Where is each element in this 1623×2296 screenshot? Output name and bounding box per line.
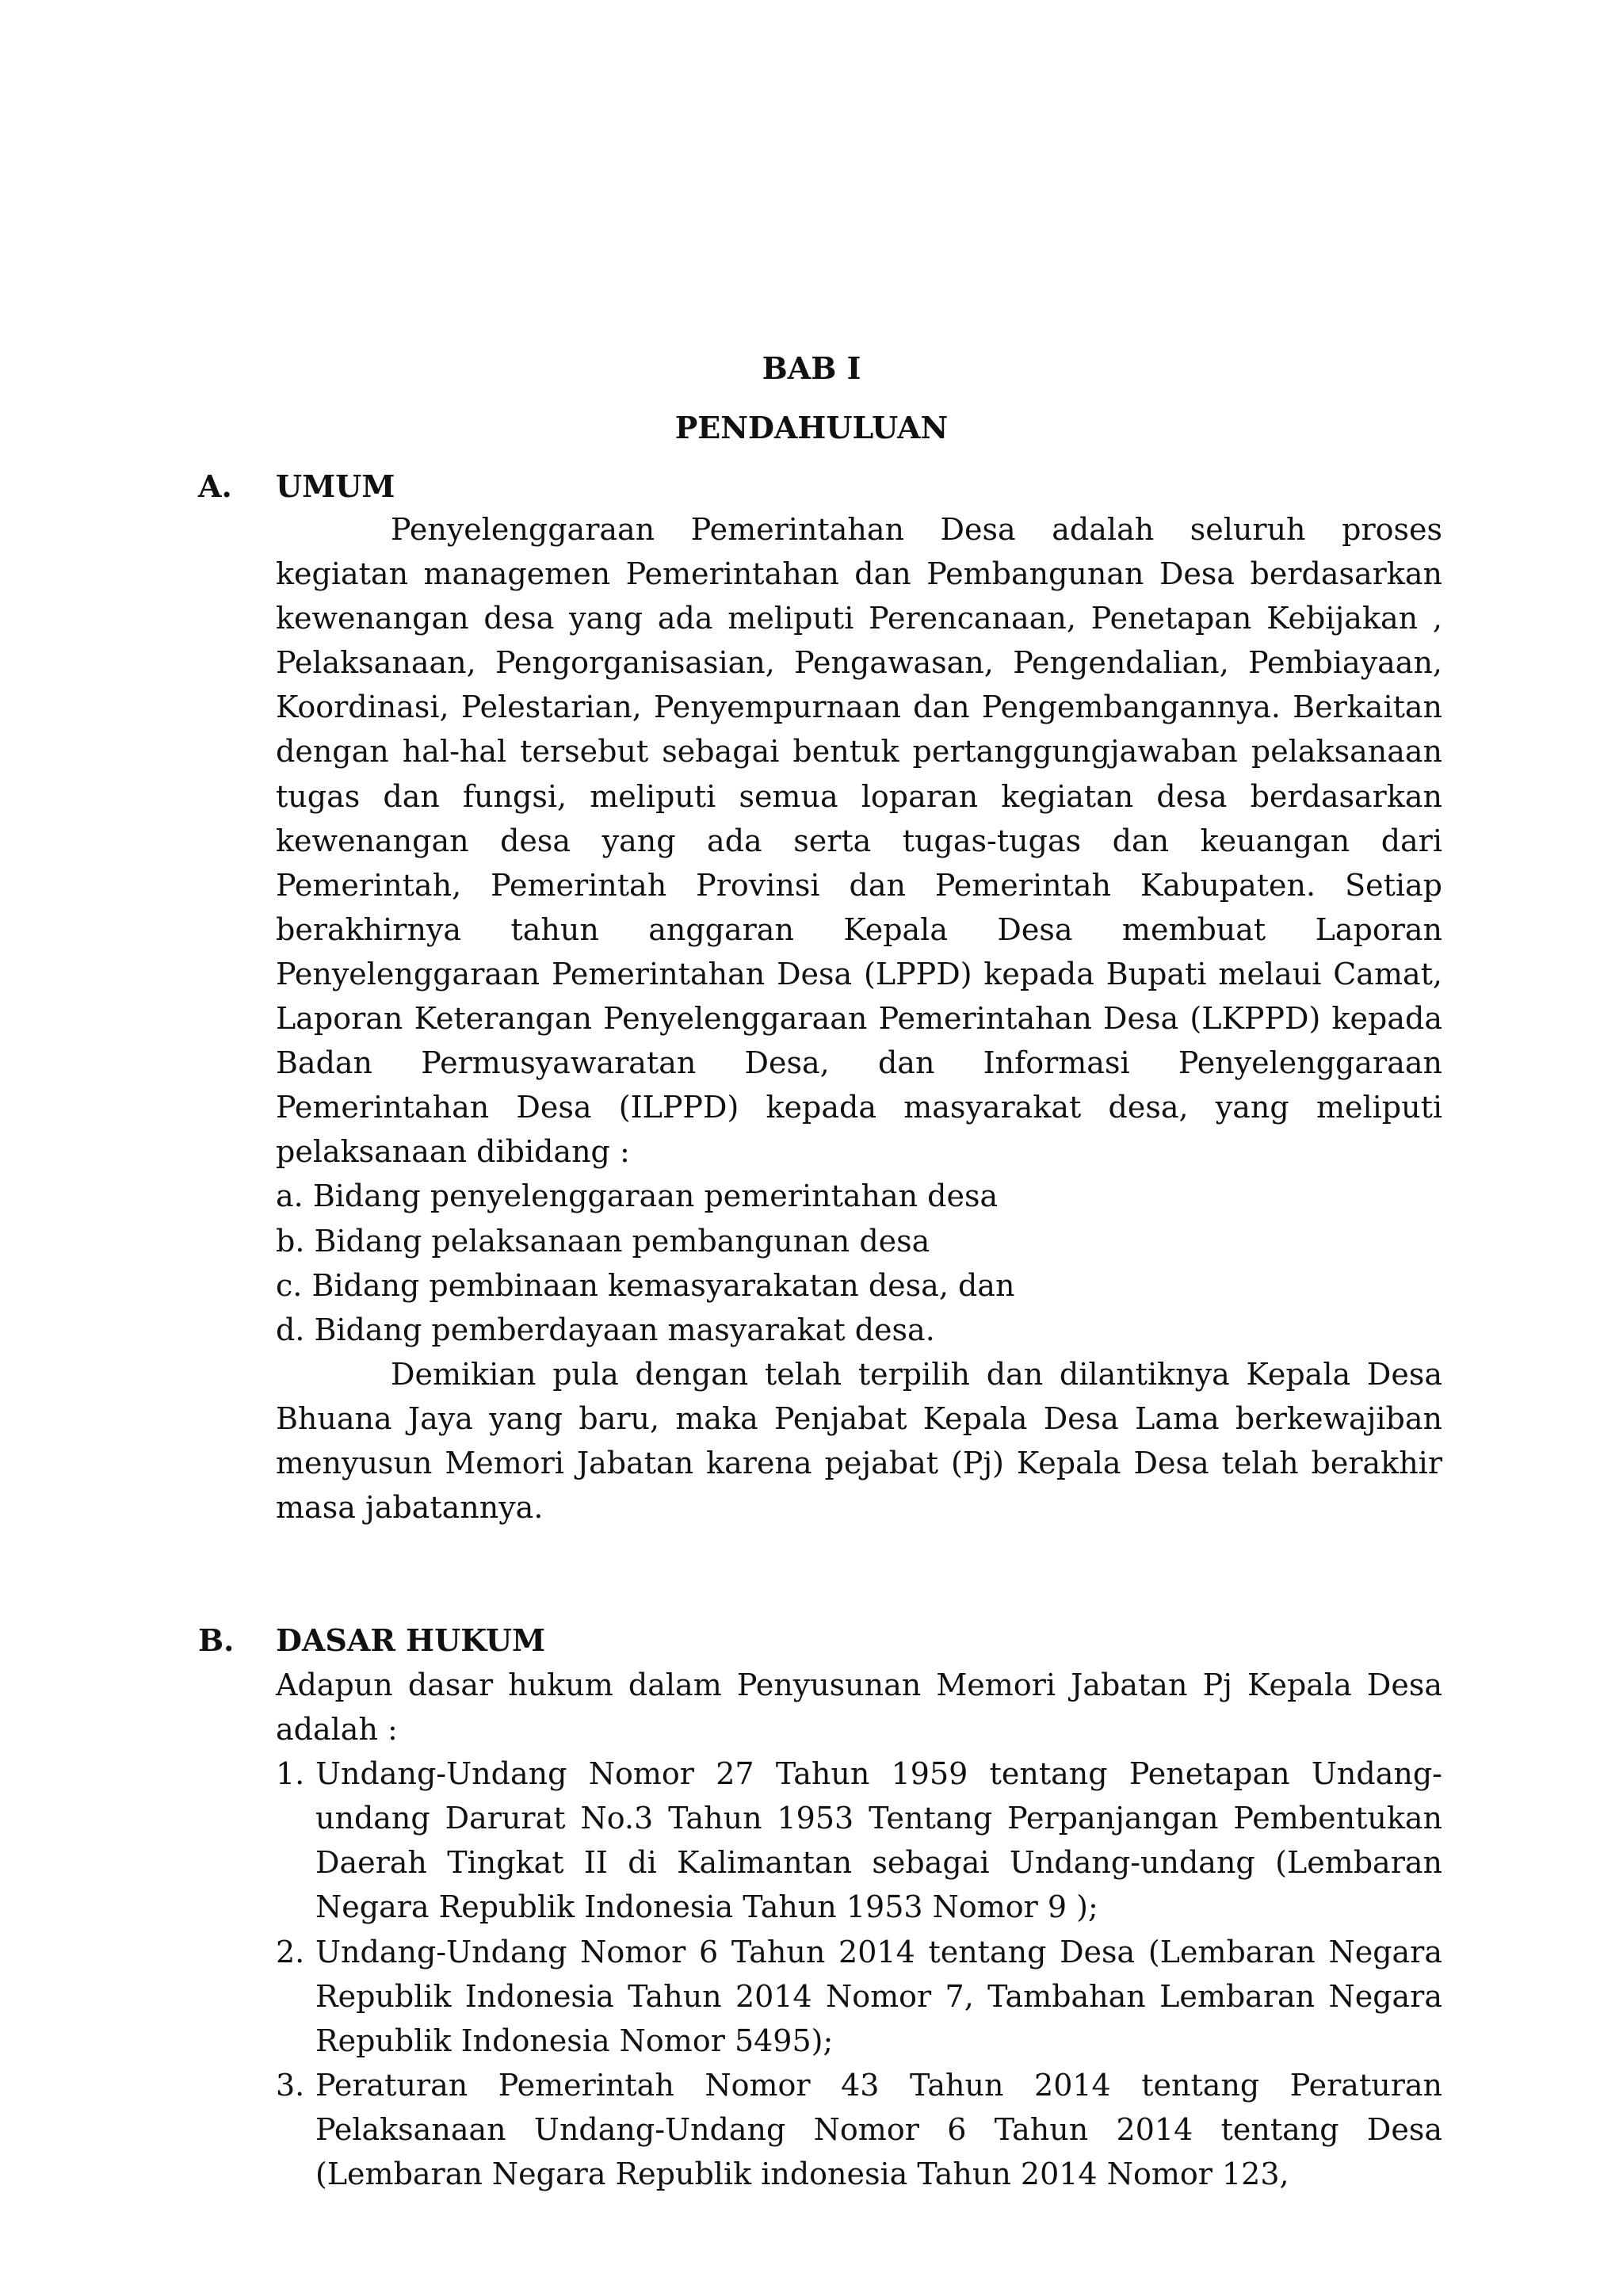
list-item: b. Bidang pelaksanaan pembangunan desa bbox=[276, 1223, 930, 1259]
list-item: a. Bidang penyelenggaraan pemerintahan desa bbox=[276, 1179, 999, 1214]
item-number: 2. bbox=[276, 1934, 305, 1969]
section-a-title: UMUM bbox=[276, 468, 395, 504]
section-b-letter: B. bbox=[198, 1622, 235, 1658]
section-a-paragraph-2: Demikian pula dengan telah terpilih dan dilantiknya Kepala Desa Bhuana Jaya yang baru, maka Penjabat Kepala Desa Lama berkewajiban menyusun Memori Jabatan karena pejabat (Pj) Kepala Desa telah berakhir masa jabatannya. bbox=[276, 1356, 1442, 1526]
section-a-body bbox=[276, 507, 1442, 1530]
section-b-intro: Adapun dasar hukum dalam Penyusunan Memori Jabatan Pj Kepala Desa adalah : bbox=[276, 1668, 1442, 1748]
item-text: Peraturan Pemerintah Nomor 43 Tahun 2014 tentang Peraturan Pelaksanaan Undang-Undang Nomor 6 Tahun 2014 tentang Desa (Lembaran Negara Republik indonesia Tahun 2014 Nomor 123, bbox=[315, 2067, 1442, 2192]
chapter-number: BAB I bbox=[762, 350, 861, 386]
section-b-title: DASAR HUKUM bbox=[276, 1622, 546, 1658]
item-text: Undang-Undang Nomor 27 Tahun 1959 tentang Penetapan Undang-undang Darurat No.3 Tahun 1953 Tentang Perpanjangan Pembentukan Daerah Tingkat II di Kalimantan sebagai Undang-undang (Lembaran Negara Republik Indonesia Tahun 1953 Nomor 9 ); bbox=[315, 1756, 1442, 1925]
legal-basis-item bbox=[276, 1752, 1442, 1929]
section-b-body bbox=[276, 1663, 1442, 2196]
item-number: 3. bbox=[276, 2067, 305, 2103]
legal-basis-item bbox=[276, 2063, 1442, 2196]
section-a-letter: A. bbox=[198, 468, 232, 504]
legal-basis-item bbox=[276, 1930, 1442, 2063]
item-number: 1. bbox=[276, 1756, 305, 1792]
chapter-title: PENDAHULUAN bbox=[674, 410, 949, 445]
section-a-paragraph-1: Penyelenggaraan Pemerintahan Desa adalah seluruh proses kegiatan managemen Pemerintahan dan Pembangunan Desa berdasarkan kewenangan desa yang ada meliputi Perencanaan, Penetapan Kebijakan , Pelaksanaan, Pengorganisasian, Pengawasan, Pengendalian, Pembiayaan, Koordinasi, Pelestarian, Penyempurnaan dan Pengembangannya. Berkaitan dengan hal-hal tersebut sebagai bentuk pertanggungjawaban pelaksanaan tugas dan fungsi, meliputi semua loparan kegiatan desa berdasarkan kewenangan desa yang ada serta tugas-tugas dan keuangan dari Pemerintah, Pemerintah Provinsi dan Pemerintah Kabupaten. Setiap berakhirnya tahun anggaran Kepala Desa membuat Laporan Penyelenggaraan Pemerintahan Desa (LPPD) kepada Bupati melaui Camat, Laporan Keterangan Penyelenggaraan Pemerintahan Desa (LKPPD) kepada Badan Permusyawaratan Desa, dan Informasi Penyelenggaraan Pemerintahan Desa (ILPPD) kepada masyarakat desa, yang meliputi pelaksanaan dibidang : bbox=[276, 512, 1442, 1170]
list-item: c. Bidang pembinaan kemasyarakatan desa, dan bbox=[276, 1267, 1015, 1303]
list-item: d. Bidang pemberdayaan masyarakat desa. bbox=[276, 1312, 935, 1347]
item-text: Undang-Undang Nomor 6 Tahun 2014 tentang Desa (Lembaran Negara Republik Indonesia Tahun 2014 Nomor 7, Tambahan Lembaran Negara Republik Indonesia Nomor 5495); bbox=[315, 1934, 1442, 2058]
